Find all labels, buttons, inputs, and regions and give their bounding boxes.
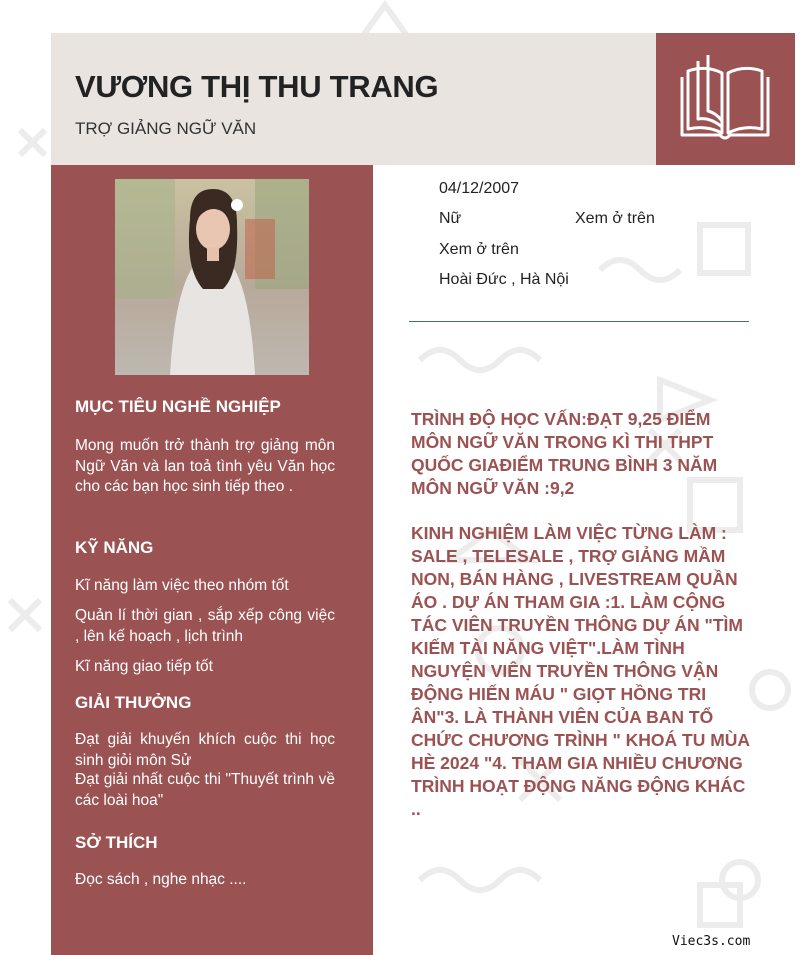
candidate-name: VƯƠNG THỊ THU TRANG	[75, 69, 439, 104]
skill-item: Quản lí thời gian , sắp xếp công việc , lên kế hoạch , lịch trình	[75, 607, 335, 645]
award-item: Đạt giải nhất cuộc thi "Thuyết trình về các loài hoa"	[75, 771, 335, 809]
email-value: Xem ở trên	[439, 241, 519, 258]
skill-item: Kĩ năng giao tiếp tốt	[75, 658, 213, 675]
profile-photo	[115, 179, 309, 375]
sidebar	[51, 165, 373, 955]
header-banner	[51, 33, 656, 165]
dob-value: 04/12/2007	[439, 180, 520, 197]
address-value: Hoài Đức , Hà Nội	[439, 271, 569, 288]
career-goal-title: MỤC TIÊU NGHỀ NGHIỆP	[75, 397, 281, 416]
awards-title: GIẢI THƯỞNG	[75, 693, 192, 712]
candidate-role: TRỢ GIẢNG NGỮ VĂN	[75, 119, 257, 138]
phone-value: Xem ở trên	[575, 210, 655, 227]
hobbies-text: Đọc sách , nghe nhạc ....	[75, 871, 247, 888]
gender-value: Nữ	[439, 210, 462, 227]
education-text: TRÌNH ĐỘ HỌC VẤN:ĐẠT 9,25 ĐIỂM MÔN NGỮ VĂN TRONG KÌ THI THPT QUỐC GIAĐIỂM TRUNG BÌNH 3 NĂM MÔN NGỮ VĂN :9,2	[411, 409, 718, 498]
experience-text: KINH NGHIỆM LÀM VIỆC TỪNG LÀM : SALE , TELESALE , TRỢ GIẢNG MẦM NON, BÁN HÀNG , LIVESTREAM QUẦN ÁO . DỰ ÁN THAM GIA :1. LÀM CỘNG TÁC VIÊN TRUYỀN THÔNG DỰ ÁN "TÌM KIẾM TÀI NĂNG VIỆT".LÀM TÌNH NGUYỆN VIÊN TRUYỀN THÔNG VẬN ĐỘNG HIẾN MÁU " GIỌT HỒNG TRI ÂN"3. LÀ THÀNH VIÊN CỦA BAN TỔ CHỨC CHƯƠNG TRÌNH " KHOÁ TU MÙA HÈ 2024 "4. THAM GIA NHIỀU CHƯƠNG TRÌNH HOẠT ĐỘNG NĂNG ĐỘNG KHÁC ..	[411, 523, 750, 819]
career-goal-text: Mong muốn trở thành trợ giảng môn Ngữ Văn và lan toả tình yêu Văn học cho các bạn học sinh tiếp theo .	[75, 437, 335, 495]
skills-title: KỸ NĂNG	[75, 538, 154, 557]
section-divider	[409, 321, 749, 322]
hobbies-title: SỞ THÍCH	[75, 833, 158, 852]
book-icon-box	[656, 33, 795, 165]
skill-item: Kĩ năng làm việc theo nhóm tốt	[75, 577, 289, 594]
site-watermark: Viec3s.com	[672, 934, 751, 949]
award-item: Đạt giải khuyến khích cuộc thi học sinh giỏi môn Sử	[75, 731, 335, 769]
